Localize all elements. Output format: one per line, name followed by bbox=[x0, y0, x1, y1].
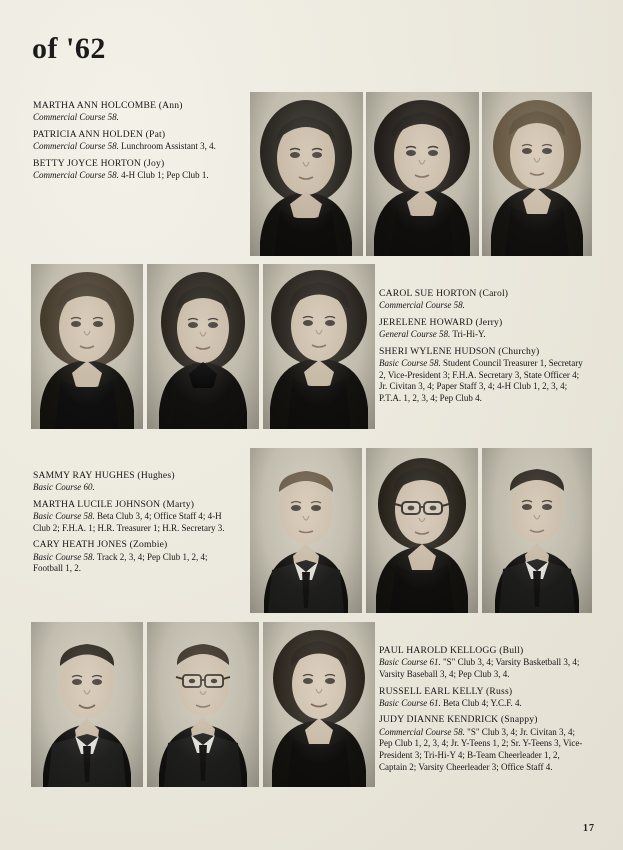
student-details: Commercial Course 58. Lunchroom Assistant 3, 4. bbox=[33, 141, 216, 152]
student-name: CARY HEATH JONES (Zombie) bbox=[33, 539, 168, 551]
portrait-kendrick bbox=[263, 622, 375, 787]
student-details: Basic Course 58. Student Council Treasurer 1, Secretary 2, Vice-President 3; F.H.A. Secretary 3, State Officer 4; Jr. Civitan 3, 4; Paper Staff 3, 4; 4-H Club 1, 2, 3, 4; P.T.A. 1, 2, 3, 4; Pep Club 4. bbox=[379, 357, 583, 403]
student-entry bbox=[33, 499, 238, 535]
portrait-horton-betty bbox=[482, 92, 592, 256]
student-name: SHERI WYLENE HUDSON (Churchy) bbox=[379, 345, 540, 357]
student-name: PATRICIA ANN HOLDEN (Pat) bbox=[33, 128, 166, 140]
entry-block-3 bbox=[33, 470, 238, 575]
student-entry bbox=[379, 346, 585, 405]
student-details: Commercial Course 58. 4-H Club 1; Pep Club 1. bbox=[33, 169, 209, 180]
entry-block-1 bbox=[33, 100, 238, 182]
student-entry bbox=[33, 158, 238, 182]
student-entry bbox=[33, 100, 238, 124]
portrait-hughes bbox=[250, 448, 362, 613]
student-name: RUSSELL EARL KELLY (Russ) bbox=[379, 685, 513, 697]
portrait-holden bbox=[366, 92, 479, 256]
student-details: Basic Course 58. Beta Club 3, 4; Office Staff 4; 4-H Club 2; F.H.A. 1; H.R. Treasurer 1; H.R. Secretary 3. bbox=[33, 511, 225, 533]
student-entry bbox=[33, 470, 238, 494]
student-name: BETTY JOYCE HORTON (Joy) bbox=[33, 157, 165, 169]
student-name: JUDY DIANNE KENDRICK (Snappy) bbox=[379, 714, 538, 726]
student-name: SAMMY RAY HUGHES (Hughes) bbox=[33, 470, 175, 481]
student-entry bbox=[379, 317, 585, 341]
student-details: Commercial Course 58. bbox=[33, 112, 119, 123]
student-entry bbox=[33, 129, 238, 153]
portrait-horton-carol bbox=[31, 264, 143, 429]
student-entry bbox=[379, 714, 585, 773]
portrait-kelly bbox=[147, 622, 259, 787]
portrait-howard bbox=[147, 264, 259, 429]
page-title: of '62 bbox=[32, 32, 106, 65]
student-name: JERELENE HOWARD (Jerry) bbox=[379, 316, 503, 328]
student-entry bbox=[379, 645, 585, 681]
student-name: PAUL HAROLD KELLOGG (Bull) bbox=[379, 645, 524, 656]
student-entry bbox=[33, 539, 238, 575]
portrait-jones bbox=[482, 448, 592, 613]
student-details: Basic Course 61. Beta Club 4; Y.C.F. 4. bbox=[379, 697, 522, 708]
student-details: Basic Course 61. "S" Club 3, 4; Varsity Basketball 3, 4; Varsity Baseball 3, 4; Pep Club 3, 4. bbox=[379, 657, 580, 679]
student-name: MARTHA ANN HOLCOMBE (Ann) bbox=[33, 100, 183, 111]
page-number: 17 bbox=[583, 823, 595, 834]
portrait-holcombe bbox=[250, 92, 363, 256]
portrait-kellogg bbox=[31, 622, 143, 787]
student-entry bbox=[379, 288, 585, 312]
student-details: General Course 58. Tri-Hi-Y. bbox=[379, 329, 486, 340]
entry-block-4 bbox=[379, 645, 585, 773]
student-entry bbox=[379, 686, 585, 710]
student-details: Commercial Course 58. "S" Club 3, 4; Jr. Civitan 3, 4; Pep Club 1, 2, 3, 4; Jr. Y-Teens 1, 2; Sr. Y-Teens 3, Vice-President 3; Tri-Hi-Y 4; B-Team Cheerleader 1, 2, Captain 2; Varsity Cheerleader 3; Office Staff 4. bbox=[379, 726, 583, 772]
student-name: CAROL SUE HORTON (Carol) bbox=[379, 288, 509, 299]
entry-block-2 bbox=[379, 288, 585, 405]
portrait-hudson bbox=[263, 264, 375, 429]
portrait-johnson bbox=[366, 448, 478, 613]
student-details: Commercial Course 58. bbox=[379, 300, 465, 311]
student-details: Basic Course 58. Track 2, 3, 4; Pep Club 1, 2, 4; Football 1, 2. bbox=[33, 551, 208, 574]
student-name: MARTHA LUCILE JOHNSON (Marty) bbox=[33, 498, 195, 510]
student-details: Basic Course 60. bbox=[33, 482, 95, 493]
